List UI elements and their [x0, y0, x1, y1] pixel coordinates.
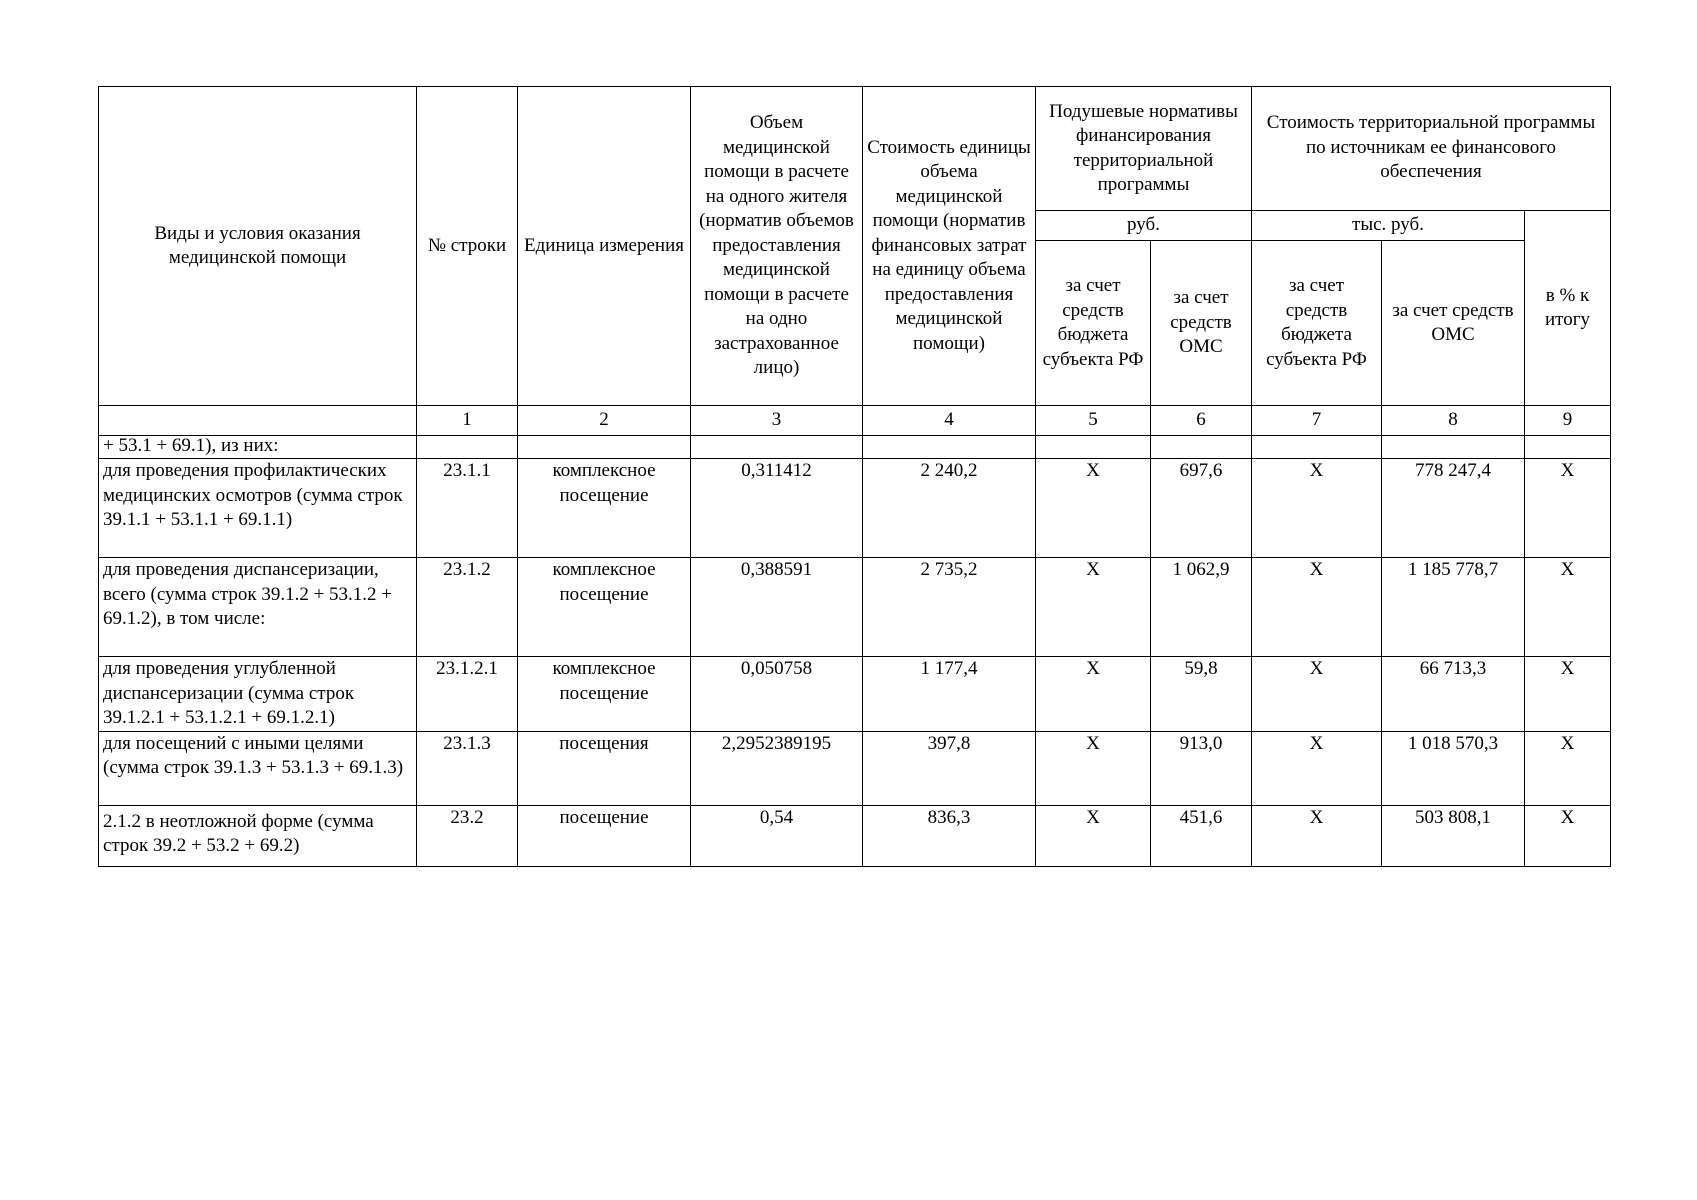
row-budget-thousand: X [1252, 731, 1382, 805]
row-percent: X [1525, 731, 1611, 805]
header-oms-rub: за счет средств ОМС [1151, 241, 1252, 406]
row-kind: для проведения углубленной диспансеризации (сумма строк 39.1.2.1 + 53.1.2.1 + 69.1.2.1) [99, 657, 417, 732]
row-budget-rub: X [1036, 805, 1151, 866]
row-unit: комплексное посещение [518, 558, 691, 657]
header-cost: Стоимость единицы объема медицинской помощи (норматив финансовых затрат на единицу объема предоставления медицинской помощи) [863, 87, 1036, 406]
row-budget-thousand: X [1252, 805, 1382, 866]
row-cost: 1 177,4 [863, 657, 1036, 732]
table-row [99, 657, 1611, 732]
header-budget-thousand: за счет средств бюджета субъекта РФ [1252, 241, 1382, 406]
column-number [99, 406, 417, 436]
column-number: 7 [1252, 406, 1382, 436]
row-kind: для проведения диспансеризации, всего (сумма строк 39.1.2 + 53.1.2 + 69.1.2), в том числе: [99, 558, 417, 657]
row-percent: X [1525, 805, 1611, 866]
row-budget-thousand: X [1252, 459, 1382, 558]
table-row [99, 805, 1611, 866]
header-group-program-cost: Стоимость территориальной программы по источникам ее финансового обеспечения [1252, 87, 1611, 211]
column-number: 9 [1525, 406, 1611, 436]
row-unit: комплексное посещение [518, 657, 691, 732]
row-cost: 2 240,2 [863, 459, 1036, 558]
row-line-no: 23.1.2 [417, 558, 518, 657]
row-oms-thousand: 66 713,3 [1382, 657, 1525, 732]
header-percent: в % к итогу [1525, 211, 1611, 406]
continuation-text: + 53.1 + 69.1), из них: [99, 436, 417, 459]
header-kind: Виды и условия оказания медицинской помощи [99, 87, 417, 406]
row-line-no: 23.1.1 [417, 459, 518, 558]
column-number: 6 [1151, 406, 1252, 436]
row-percent: X [1525, 657, 1611, 732]
row-budget-thousand: X [1252, 558, 1382, 657]
row-cost: 2 735,2 [863, 558, 1036, 657]
row-percent: X [1525, 459, 1611, 558]
row-cost: 836,3 [863, 805, 1036, 866]
row-line-no: 23.2 [417, 805, 518, 866]
row-oms-thousand: 1 018 570,3 [1382, 731, 1525, 805]
header-unit: Единица измерения [518, 87, 691, 406]
header-volume: Объем медицинской помощи в расчете на одного жителя (норматив объемов предоставления медицинской помощи в расчете на одно застрахованное лицо) [691, 87, 863, 406]
row-volume: 0,388591 [691, 558, 863, 657]
row-volume: 0,311412 [691, 459, 863, 558]
row-unit: посещения [518, 731, 691, 805]
row-cost: 397,8 [863, 731, 1036, 805]
header-budget-rub: за счет средств бюджета субъекта РФ [1036, 241, 1151, 406]
row-percent: X [1525, 558, 1611, 657]
financing-table [98, 86, 1611, 867]
row-oms-rub: 1 062,9 [1151, 558, 1252, 657]
header-group-per-capita: Подушевые нормативы финансирования территориальной программы [1036, 87, 1252, 211]
column-number: 2 [518, 406, 691, 436]
column-number: 1 [417, 406, 518, 436]
row-oms-thousand: 503 808,1 [1382, 805, 1525, 866]
row-oms-rub: 59,8 [1151, 657, 1252, 732]
continuation-row [99, 436, 1611, 459]
header-unit-thousand-rub: тыс. руб. [1252, 211, 1525, 241]
header-line-no: № строки [417, 87, 518, 406]
row-oms-rub: 697,6 [1151, 459, 1252, 558]
row-kind: для посещений с иными целями (сумма строк 39.1.3 + 53.1.3 + 69.1.3) [99, 731, 417, 805]
column-number: 3 [691, 406, 863, 436]
row-budget-rub: X [1036, 558, 1151, 657]
table-row [99, 731, 1611, 805]
row-unit: комплексное посещение [518, 459, 691, 558]
row-kind: 2.1.2 в неотложной форме (сумма строк 39.2 + 53.2 + 69.2) [99, 805, 417, 866]
column-number-row [99, 406, 1611, 436]
row-kind: для проведения профилактических медицинских осмотров (сумма строк 39.1.1 + 53.1.1 + 69.1.1) [99, 459, 417, 558]
column-number: 8 [1382, 406, 1525, 436]
row-unit: посещение [518, 805, 691, 866]
row-oms-rub: 913,0 [1151, 731, 1252, 805]
row-oms-thousand: 778 247,4 [1382, 459, 1525, 558]
document-page [98, 86, 1611, 867]
row-volume: 0,54 [691, 805, 863, 866]
row-budget-rub: X [1036, 459, 1151, 558]
header-oms-thousand: за счет средств ОМС [1382, 241, 1525, 406]
row-volume: 2,2952389195 [691, 731, 863, 805]
row-line-no: 23.1.3 [417, 731, 518, 805]
table-row [99, 459, 1611, 558]
header-row-1 [99, 87, 1611, 211]
row-budget-rub: X [1036, 731, 1151, 805]
header-unit-rub: руб. [1036, 211, 1252, 241]
row-oms-thousand: 1 185 778,7 [1382, 558, 1525, 657]
column-number: 5 [1036, 406, 1151, 436]
table-row [99, 558, 1611, 657]
row-budget-rub: X [1036, 657, 1151, 732]
row-oms-rub: 451,6 [1151, 805, 1252, 866]
column-number: 4 [863, 406, 1036, 436]
row-budget-thousand: X [1252, 657, 1382, 732]
row-line-no: 23.1.2.1 [417, 657, 518, 732]
row-volume: 0,050758 [691, 657, 863, 732]
